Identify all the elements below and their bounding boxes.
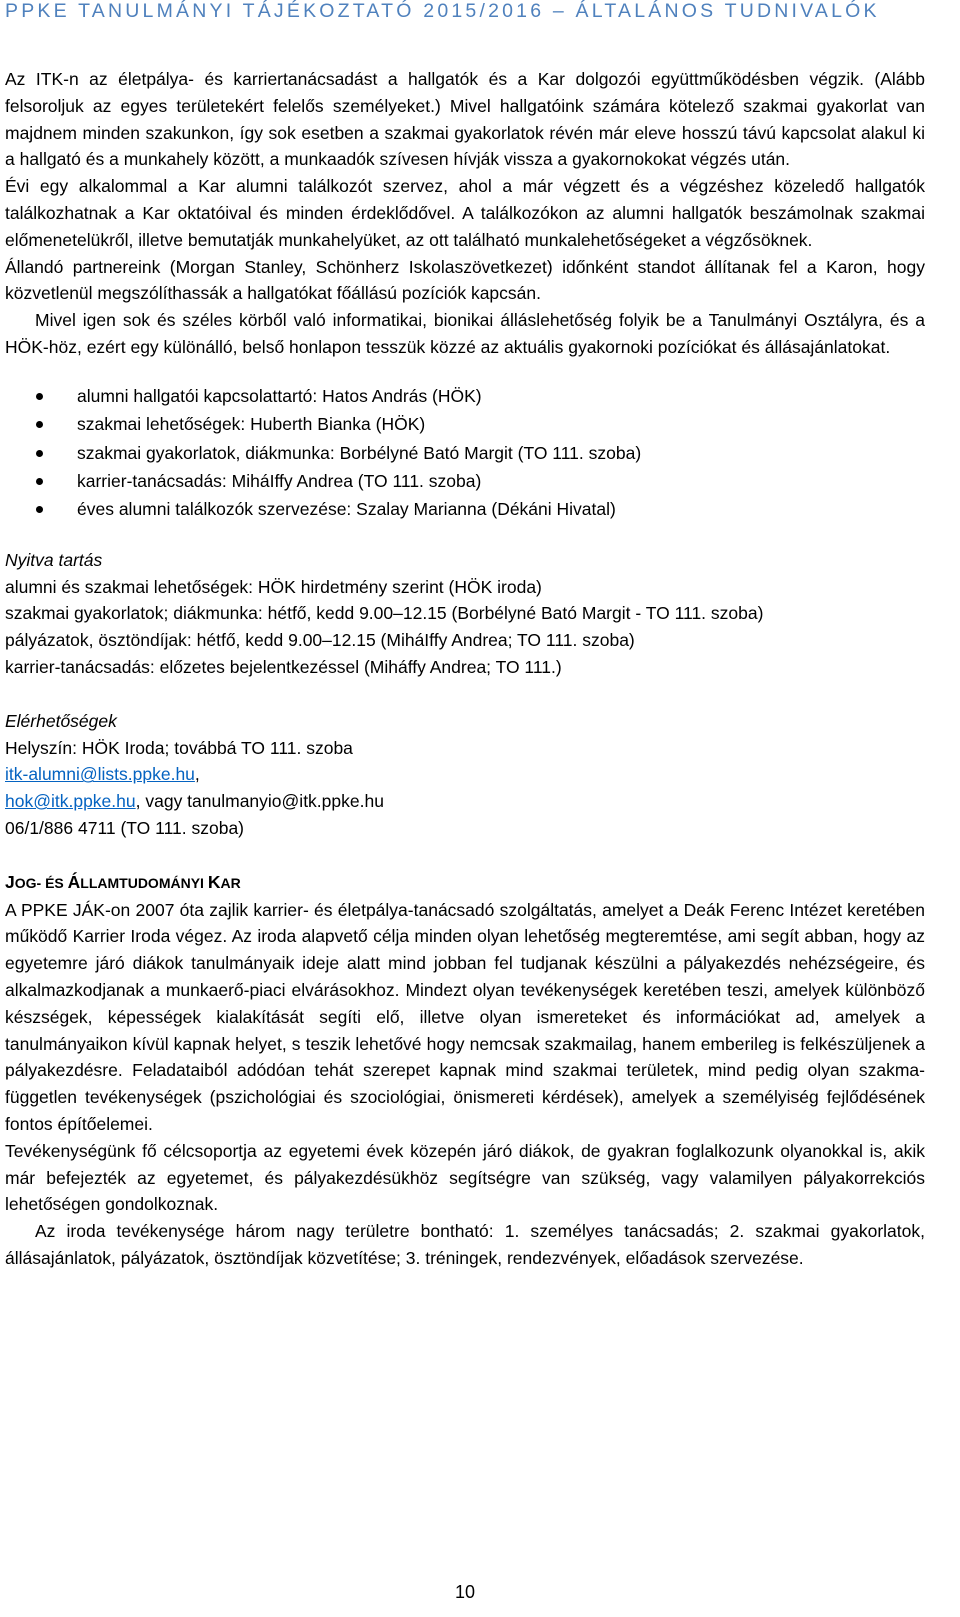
page-number: 10 xyxy=(454,1582,476,1602)
availability-heading: Elérhetőségek xyxy=(5,710,117,731)
itk-paragraph-3: Állandó partnereink (Morgan Stanley, Schönherz Iskolaszövetkezet) időnként standot állítanak fel a Karon, hogy közvetlenül megszólíthassák a hallgatókat főállású pozíciók kapcsán. xyxy=(5,256,925,304)
itk-paragraph-1: Az ITK-n az életpálya- és karriertanácsadást a hallgatók és a Kar dolgozói együttműködésben végzik. (Alább felsoroljuk az egyes területekért felelős személyeket.) Mivel hallgatóink számára kötelező szakmai gyakorlat van majdnem minden szakunkon, így sok esetben a szakmai gyakorlatok révén már eleve hosszú távú kapcsolat alakul ki a hallgató és a munkahely között, a munkaadók szívesen hívják vissza a gyakornokokat végzés után. xyxy=(5,69,925,170)
title-part: Á xyxy=(67,871,81,892)
title-part: LLAMTUDOMÁNYI xyxy=(80,874,208,891)
email-line-rest: , vagy tanulmanyio@itk.ppke.hu xyxy=(135,791,384,812)
list-item: alumni hallgatói kapcsolattartó: Hatos András (HÖK) xyxy=(5,382,925,410)
opening-hours-line: karrier-tanácsadás: előzetes bejelentkezéssel (Miháffy Andrea; TO 111.) xyxy=(5,656,562,677)
jak-paragraph-3: Az iroda tevékenysége három nagy területre bontható: 1. személyes tanácsadás; 2. szakmai gyakorlatok, állásajánlatok, pályázatok, ösztöndíjak közvetítése; 3. tréningek, rendezvények, előadások szervezése. xyxy=(5,1221,925,1268)
email-line-2 xyxy=(5,788,925,815)
opening-hours xyxy=(5,547,925,681)
jak-paragraph-2: Tevékenységünk fő célcsoportja az egyetemi évek közepén járó diákok, de gyakran foglalkozunk olyanokkal is, akik már befejezték az egyetemet, és pályakezdésükhöz segítségre van szükség, vagy valamilyen pályakorrekciós lehetőségen gondolkoznak. xyxy=(5,1140,925,1215)
list-item: szakmai gyakorlatok, diákmunka: Borbélyné Bató Margit (TO 111. szoba) xyxy=(5,439,925,467)
contact-list xyxy=(5,382,925,524)
section-title-jak xyxy=(5,869,925,897)
title-part: AR xyxy=(220,874,241,891)
opening-hours-line: pályázatok, ösztöndíjak: hétfő, kedd 9.00–12.15 (MiháIffy Andrea; TO 111. szoba) xyxy=(5,630,635,651)
itk-paragraph-4: Mivel igen sok és széles körből való informatikai, bionikai álláslehetőség folyik be a Tanulmányi Osztályra, és a HÖK-höz, ezért egy különálló, belső honlapon tesszük közzé az aktuális gyakornoki pozíciókat és állásajánlatokat. xyxy=(5,310,925,357)
list-item: karrier-tanácsadás: MiháIffy Andrea (TO 111. szoba) xyxy=(5,467,925,495)
title-part: OG xyxy=(14,874,37,891)
page-content xyxy=(5,66,925,1272)
list-item: éves alumni találkozók szervezése: Szalay Marianna (Dékáni Hivatal) xyxy=(5,495,925,523)
location-line: Helyszín: HÖK Iroda; továbbá TO 111. szoba xyxy=(5,737,353,758)
title-part: K xyxy=(207,871,221,892)
email-separator: , xyxy=(194,764,200,785)
alumni-email-link[interactable]: itk-alumni@lists.ppke.hu xyxy=(5,764,195,785)
opening-hours-line: szakmai gyakorlatok; diákmunka: hétfő, kedd 9.00–12.15 (Borbélyné Bató Margit - TO 111. szoba) xyxy=(5,603,764,624)
opening-hours-line: alumni és szakmai lehetőségek: HÖK hirdetmény szerint (HÖK iroda) xyxy=(5,576,542,597)
itk-paragraph-2: Évi egy alkalommal a Kar alumni találkozót szervez, ahol a már végzett és a végzéshez közeledő hallgatók találkozhatnak a Kar oktatóival és minden érdeklődővel. A találkozókon az alumni hallgatók beszámolnak szakmai előmenetelükről, illetve bemutatják munkahelyüket, az ott található munkalehetőségeket a végzősöknek. xyxy=(5,176,925,250)
list-item: szakmai lehetőségek: Huberth Bianka (HÖK) xyxy=(5,410,925,438)
opening-hours-heading: Nyitva tartás xyxy=(5,549,103,570)
title-part: - ÉS xyxy=(36,874,68,891)
hok-email-link[interactable]: hok@itk.ppke.hu xyxy=(5,791,136,812)
running-header: PPKE TANULMÁNYI TÁJÉKOZTATÓ 2015/2016 – ÁLTALÁNOS TUDNIVALÓK xyxy=(5,0,880,22)
email-line-1 xyxy=(5,761,925,788)
jak-paragraph-1: A PPKE JÁK-on 2007 óta zajlik karrier- és életpálya-tanácsadó szolgáltatás, amelyet a Deák Ferenc Intézet keretében működő Karrier Iroda végez. Az iroda alapvető célja minden olyan lehetőség megteremtése, ami segít abban, hogy az egyetemre járó diákok tanulmányaik ideje alatt mind jobban fel tudjanak készülni a pályakezdés nehézségeire, és alkalmazkodjanak a munkaerő-piaci elvárásokhoz. Mindezt olyan tevékenységek keretében teszi, amelyek különböző készségek, képességek kialakítását segíti elő, illetve olyan ismereteket és információkat ad, amelyek a tanulmányaikon kívül kapnak helyet, s teszik lehetővé hogy nemcsak szakmailag, hanem emberileg is felkészüljenek a pályakezdésre. Feladataiból adódóan tehát szerepet kapnak mind szakmai területek, mind pedig olyan szakmafüggetlen tevékenységek (pszichológiai és szociológiai, önismereti kérdések), amelyek a személyiség fejlődésének fontos építőelemei. xyxy=(5,899,925,1134)
availability xyxy=(5,708,925,842)
phone-line: 06/1/886 4711 (TO 111. szoba) xyxy=(5,817,245,838)
title-part: J xyxy=(5,871,15,892)
